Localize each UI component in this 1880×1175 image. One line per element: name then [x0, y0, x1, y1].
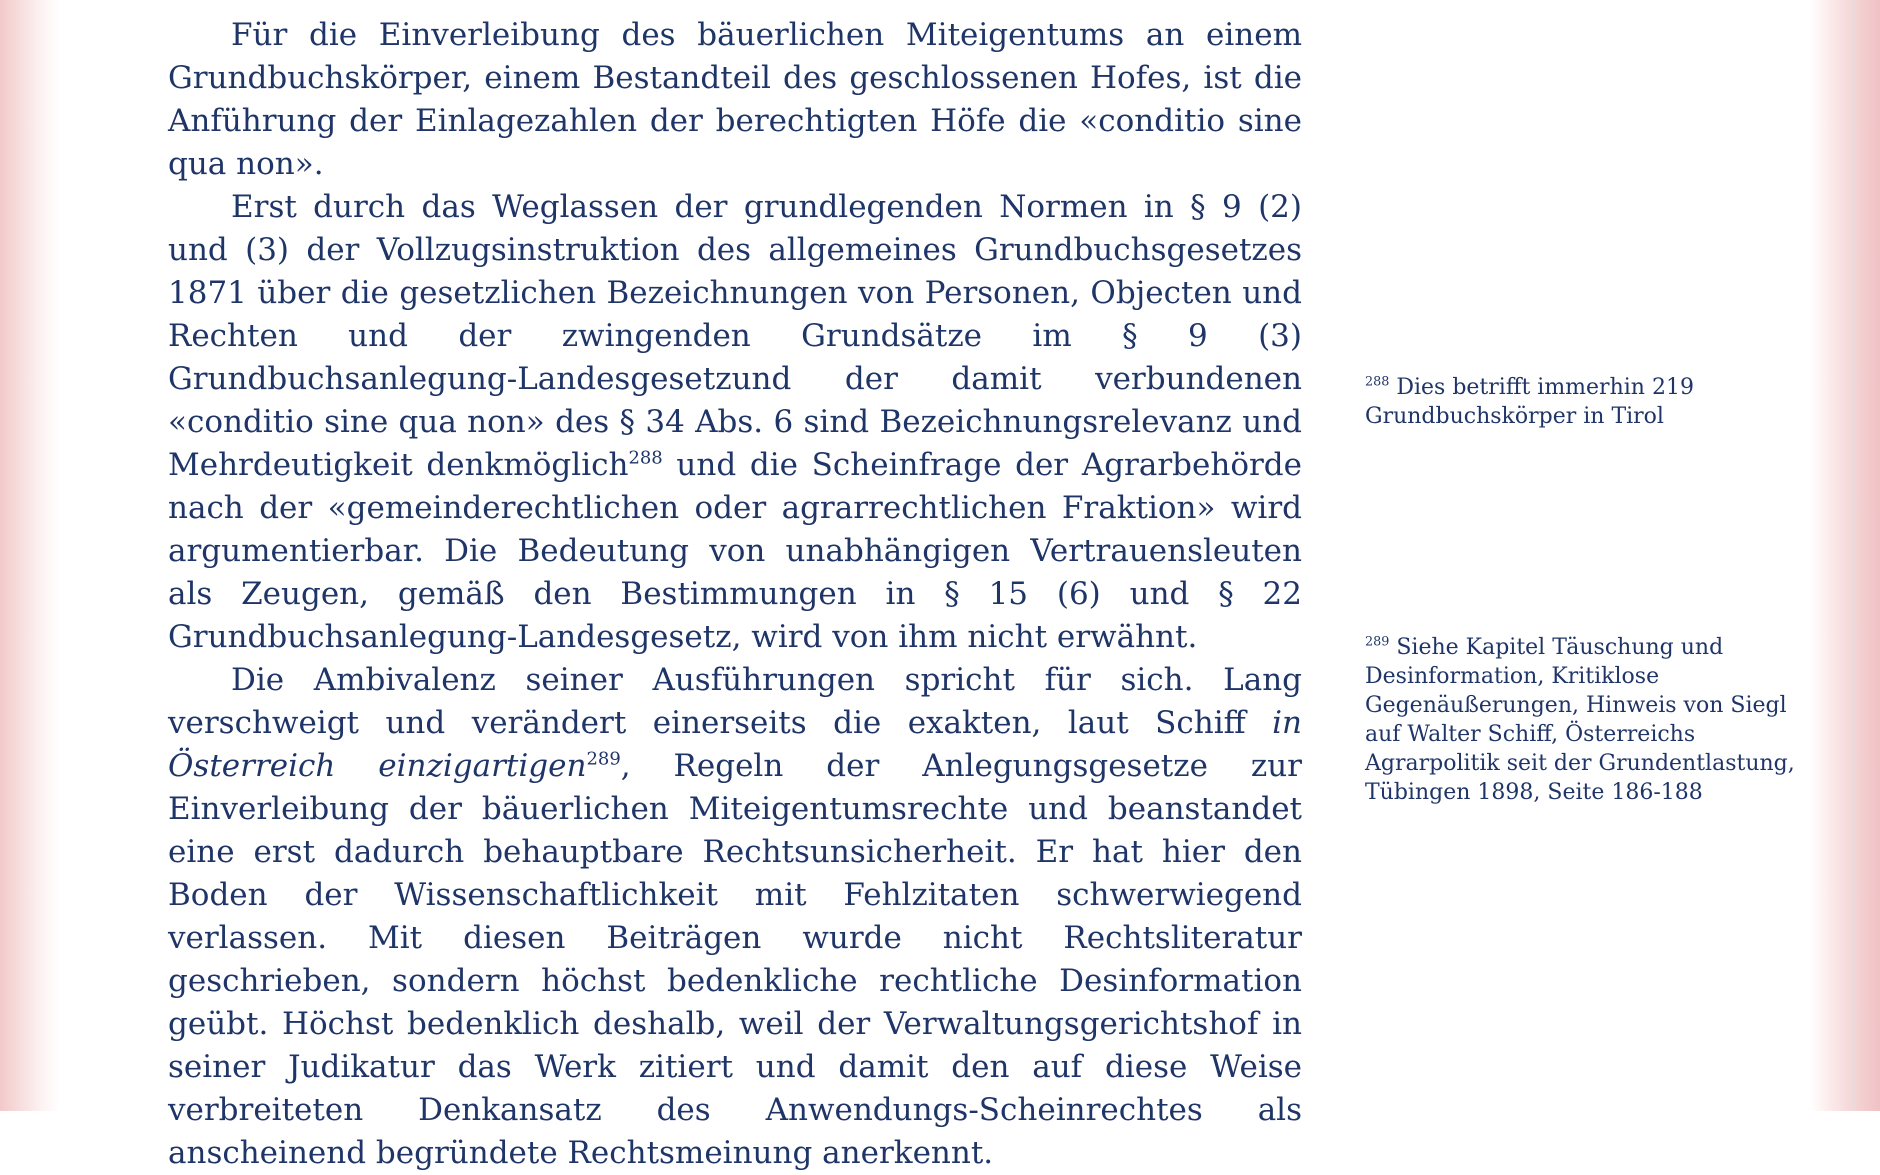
footnote-289	[1365, 633, 1795, 807]
paragraph-text: und die Scheinfrage der Agrarbehörde nach der «gemeinderechtlichen oder agrarrechtlichen Fraktion» wird argumentierbar. Die Bedeutung von unabhängigen Vertrauensleuten als Zeugen, gemäß den Bestimmungen in § 15 (6) und § 22 Grundbuchsanlegung-Landesgesetz, wird von ihm nicht erwähnt.	[168, 447, 1302, 655]
footnote-288	[1365, 373, 1795, 431]
paragraph-1	[168, 14, 1302, 186]
paragraph-text: Die Ambivalenz seiner Ausführungen spricht für sich. Lang verschweigt und verändert einerseits die exakten, laut Schiff	[168, 662, 1302, 741]
paragraph-text: Für die Einverleibung des bäuerlichen Miteigentums an einem Grundbuchskörper, einem Bestandteil des geschlossenen Hofes, ist die Anführung der Einlagezahlen der berechtigten Höfe die «conditio sine qua non».	[168, 17, 1302, 182]
paragraph-2	[168, 186, 1302, 659]
page-edge-right	[1810, 0, 1880, 1111]
footnote-number: 289	[1365, 634, 1390, 650]
footnote-ref-289[interactable]: 289	[586, 748, 621, 770]
footnote-number: 288	[1365, 374, 1390, 390]
footnote-text: Siehe Kapitel Täuschung und Desinformation, Kritiklose Gegenäußerungen, Hinweis von Siegl auf Walter Schiff, Österreichs Agrarpolitik seit der Grundentlastung, Tübingen 1898, Seite 186-188	[1365, 635, 1795, 805]
footnote-ref-288[interactable]: 288	[628, 447, 663, 469]
italic-quote: in Österreich einzigartigen	[168, 705, 1302, 784]
paragraph-3	[168, 659, 1302, 1175]
paragraph-text: Erst durch das Weglassen der grundlegenden Normen in § 9 (2) und (3) der Vollzugsinstruktion des allgemeines Grundbuchsgesetzes 1871 über die gesetzlichen Bezeichnungen von Personen, Objecten und Rechten und der zwingenden Grundsätze im § 9 (3) Grundbuchsanlegung-Landesgesetzund der damit verbundenen «conditio sine qua non» des § 34 Abs. 6 sind Bezeichnungsrelevanz und Mehrdeutigkeit denkmöglich	[168, 189, 1302, 483]
page-edge-left	[0, 0, 60, 1111]
body-text	[168, 14, 1302, 1175]
paragraph-text: , Regeln der Anlegungsgesetze zur Einverleibung der bäuerlichen Miteigentumsrechte und beanstandet eine erst dadurch behauptbare Rechtsunsicherheit. Er hat hier den Boden der Wissenschaftlichkeit mit Fehlzitaten schwerwiegend verlassen. Mit diesen Beiträgen wurde nicht Rechtsliteratur geschrieben, sondern höchst bedenkliche rechtliche Desinformation geübt. Höchst bedenklich deshalb, weil der Verwaltungsgerichtshof in seiner Judikatur das Werk zitiert und damit den auf diese Weise verbreiteten Denkansatz des Anwendungs-Scheinrechtes als anscheinend begründete Rechtsmeinung anerkennt.	[168, 748, 1302, 1171]
page-fold-shadow	[1848, 0, 1858, 1111]
footnote-text: Dies betrifft immerhin 219 Grundbuchskörper in Tirol	[1365, 375, 1694, 429]
